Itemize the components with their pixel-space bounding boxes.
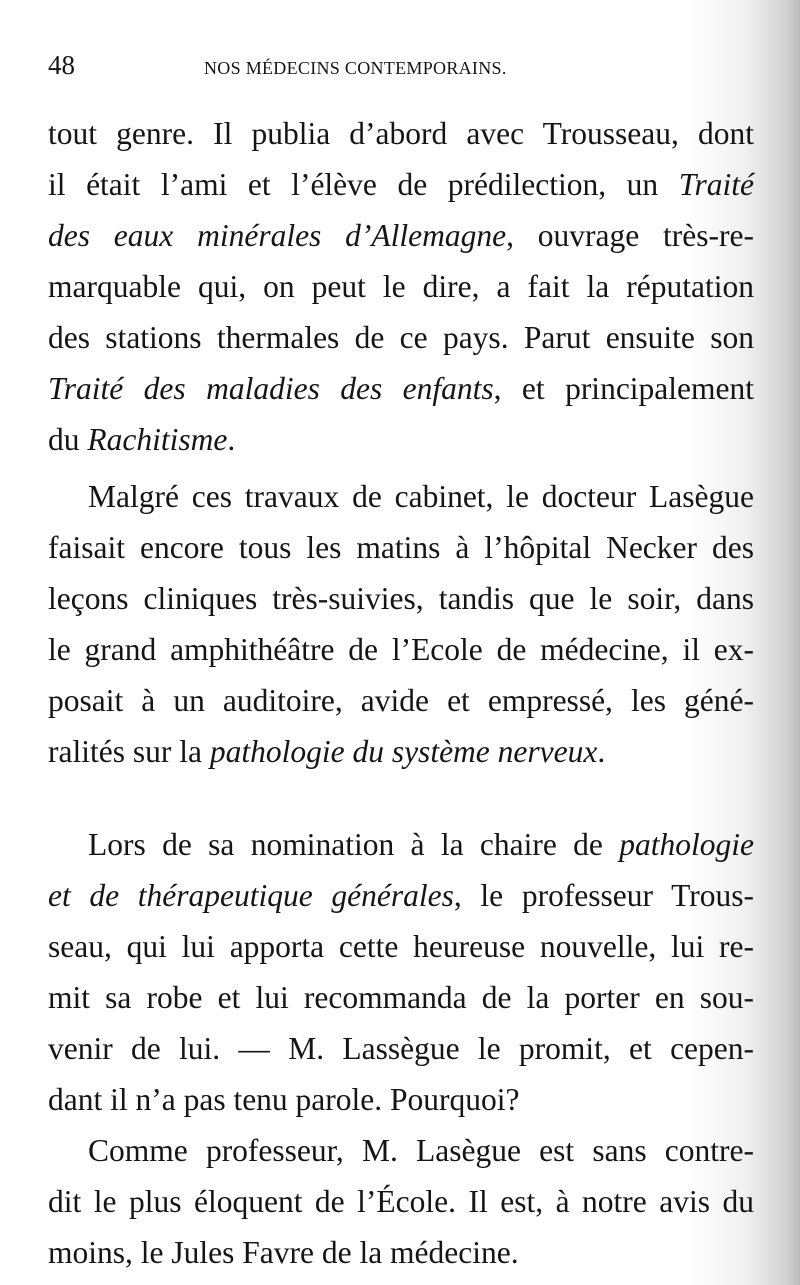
text-line: Traité des maladies des enfants, et principalement xyxy=(48,371,754,406)
text-line: des eaux minérales d’Allemagne, ouvrage très-re- xyxy=(48,218,754,253)
text-line: Lors de sa nomination à la chaire de pathologie xyxy=(88,827,754,862)
text-line: il était l’ami et l’élève de prédilection, un Traité xyxy=(48,167,754,202)
text-line: Malgré ces travaux de cabinet, le docteur Lasègue xyxy=(88,479,754,514)
italic-title: pathologie du système nerveux xyxy=(209,734,598,769)
text-line: le grand amphithéâtre de l’Ecole de médecine, il ex- xyxy=(48,632,754,667)
text-line: Comme professeur, M. Lasègue est sans contre- xyxy=(88,1133,754,1168)
text-line: dant il n’a pas tenu parole. Pourquoi? xyxy=(48,1082,520,1117)
text-line: mit sa robe et lui recommanda de la porter en sou- xyxy=(48,980,754,1015)
paragraph-1 xyxy=(48,108,754,465)
text-line: faisait encore tous les matins à l’hôpital Necker des xyxy=(48,530,754,565)
text-line: marquable qui, on peut le dire, a fait la réputation xyxy=(48,269,754,304)
body-text xyxy=(48,108,754,1278)
italic-title: Traité des maladies des enfants xyxy=(48,371,494,406)
italic-title: et de thérapeutique générales xyxy=(48,878,454,913)
text-line: leçons cliniques très-suivies, tandis que le soir, dans xyxy=(48,581,754,616)
paragraph-4 xyxy=(48,1125,754,1278)
text-line: posait à un auditoire, avide et empressé, les géné- xyxy=(48,683,754,718)
italic-title: Traité xyxy=(678,167,754,202)
paragraph-2 xyxy=(48,471,754,777)
text-line: du Rachitisme. xyxy=(48,422,236,457)
paragraph-3 xyxy=(48,819,754,1125)
text-line: tout genre. Il publia d’abord avec Trousseau, dont xyxy=(48,116,754,151)
text-line: dit le plus éloquent de l’École. Il est, à notre avis du xyxy=(48,1184,754,1219)
paragraph-spacing xyxy=(48,777,754,819)
text-line: ralités sur la pathologie du système nerveux. xyxy=(48,734,606,769)
page-header xyxy=(48,50,608,90)
page-number: 48 xyxy=(48,50,75,80)
italic-title: des eaux minérales d’Allemagne xyxy=(48,218,507,253)
text-line: moins, le Jules Favre de la médecine. xyxy=(48,1235,519,1270)
italic-title: pathologie xyxy=(619,827,754,862)
text-line: des stations thermales de ce pays. Parut ensuite son xyxy=(48,320,754,355)
italic-title: Rachitisme xyxy=(87,422,228,457)
text-line: et de thérapeutique générales, le professeur Trous- xyxy=(48,878,754,913)
running-head: NOS MÉDECINS CONTEMPORAINS. xyxy=(204,58,507,78)
text-line: venir de lui. — M. Lassègue le promit, et cepen- xyxy=(48,1031,754,1066)
text-line: seau, qui lui apporta cette heureuse nouvelle, lui re- xyxy=(48,929,754,964)
